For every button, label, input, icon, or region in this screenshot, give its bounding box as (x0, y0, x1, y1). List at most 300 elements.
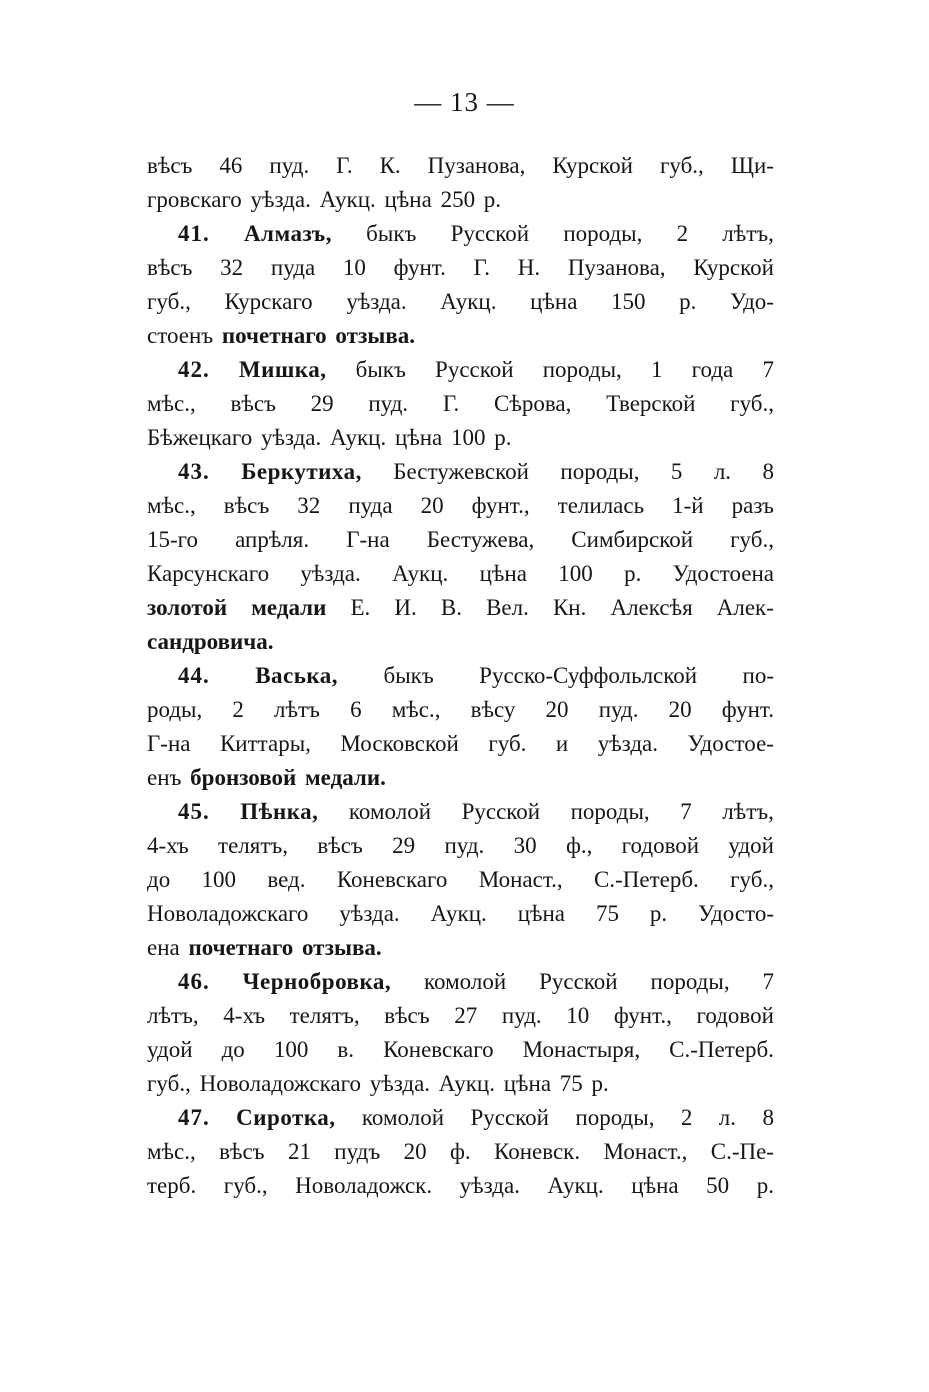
word (546, 693, 569, 727)
word (223, 999, 265, 1033)
word-text: 30 (513, 833, 537, 858)
word (380, 149, 401, 183)
word (404, 1135, 427, 1169)
word-text: 150 (611, 289, 646, 314)
word-text: 15-го (147, 527, 199, 552)
entry-number: 45. (178, 799, 210, 824)
word (494, 1135, 580, 1169)
word (470, 1101, 549, 1135)
word (334, 1135, 380, 1169)
word (732, 489, 774, 523)
word (480, 557, 527, 591)
word (343, 251, 366, 285)
word-text: 21 (287, 1139, 311, 1164)
text-line (147, 795, 774, 829)
word (219, 149, 242, 183)
word (523, 1033, 640, 1067)
word (439, 1067, 495, 1101)
word (274, 693, 320, 727)
word (552, 149, 633, 183)
word-text: 7 (762, 969, 774, 994)
word (560, 1067, 583, 1101)
word (681, 1101, 693, 1135)
word (288, 1135, 311, 1169)
text-line (147, 285, 774, 319)
word (479, 863, 563, 897)
word-text: 75 (595, 901, 619, 926)
word-text: губ., (223, 1173, 268, 1198)
animal-name: Беркутиха, (241, 459, 362, 484)
text-line (147, 931, 774, 965)
word-text: енъ (147, 765, 182, 790)
word-text: Г-на (147, 731, 191, 756)
word (571, 795, 650, 829)
word (730, 523, 774, 557)
word (147, 421, 252, 455)
word-text: 100 (273, 1037, 309, 1062)
word (188, 931, 293, 965)
word-text: 7 (762, 357, 774, 382)
word-text: в. (337, 1037, 355, 1062)
word-text: р. (494, 425, 512, 450)
word (236, 1101, 335, 1135)
word-text: губ., (659, 153, 704, 178)
word (349, 795, 431, 829)
word (763, 455, 775, 489)
word-text: по- (742, 663, 774, 688)
text-line (147, 693, 774, 727)
word (435, 353, 514, 387)
word-text: вед. (267, 867, 306, 892)
word (370, 1067, 430, 1101)
word-text: 50 (706, 1173, 730, 1198)
word-text: губ., (730, 867, 774, 892)
word-text: лѣтъ, (722, 221, 774, 246)
word (220, 727, 311, 761)
award-text: отзыва. (301, 935, 382, 960)
word-text: 29 (392, 833, 416, 858)
word-text: уѣзда. (300, 561, 361, 586)
word-text: телятъ, (289, 1003, 360, 1028)
text-line (147, 1067, 774, 1101)
word (147, 1135, 196, 1169)
entry-number: 47. (178, 1105, 210, 1130)
word-text: Новоладожскаго (147, 901, 309, 926)
word (178, 965, 210, 999)
word-text: мѣс., (147, 391, 196, 416)
text-line (147, 421, 774, 455)
word-text: удой (728, 833, 774, 858)
word-text: лѣтъ, (722, 799, 774, 824)
word-text: Аукц. (438, 1071, 495, 1096)
award-text: золотой (147, 595, 228, 620)
word-text: С.-Пе- (710, 1139, 774, 1164)
word-text: губ., (730, 391, 774, 416)
word (384, 659, 434, 693)
award-text: почетнаго (221, 323, 327, 348)
word-text: Тверской (606, 391, 696, 416)
award-text: отзыва. (335, 323, 416, 348)
word-text: пуд. (269, 153, 310, 178)
word-text: Русской (435, 357, 514, 382)
word (471, 693, 516, 727)
word (722, 217, 774, 251)
word (147, 251, 192, 285)
word-text: телилась (557, 493, 645, 518)
word (460, 1169, 520, 1203)
word (518, 897, 565, 931)
word (428, 149, 526, 183)
word (603, 1135, 687, 1169)
word-text: породы, (542, 357, 622, 382)
word-text: С.-Петерб. (669, 1037, 774, 1062)
animal-name: Пѣнка, (240, 799, 319, 824)
word-text: разъ (731, 493, 774, 518)
word-text: до (221, 1037, 245, 1062)
word (230, 387, 275, 421)
word (147, 625, 274, 659)
word (383, 1033, 494, 1067)
word-text: уѣзда. (339, 901, 400, 926)
word-text: комолой (348, 799, 432, 824)
word (424, 965, 506, 999)
word-text: Е. (350, 595, 371, 620)
word-text: фунт., (471, 493, 530, 518)
word (441, 183, 476, 217)
word (563, 217, 642, 251)
word (235, 523, 309, 557)
word (350, 591, 370, 625)
word (394, 251, 446, 285)
word-text: 4-хъ (223, 1003, 265, 1028)
word-text: уѣзда. (260, 425, 322, 450)
word (698, 897, 774, 931)
word-text: пуд. (501, 1003, 542, 1028)
word-text: 2 (676, 221, 689, 246)
word (337, 1033, 354, 1067)
word (190, 761, 296, 795)
word (762, 1101, 774, 1135)
word-text: цѣна (394, 425, 443, 450)
word-text: до (147, 867, 171, 892)
word-text: Аукц. (319, 187, 376, 212)
word-text: И. (394, 595, 417, 620)
word-text: губ., (147, 1071, 191, 1096)
word-text: Русско-Суффольлской (479, 663, 698, 688)
word-text: Аукц. (330, 425, 387, 450)
word (393, 455, 529, 489)
word (571, 523, 693, 557)
word-text: 250 (440, 187, 476, 212)
word-text: Русской (539, 969, 618, 994)
word-text: л. (713, 459, 732, 484)
word-text: 32 (220, 255, 244, 280)
word (147, 727, 190, 761)
word (394, 591, 416, 625)
word (147, 693, 202, 727)
word-text: Удо- (730, 289, 774, 314)
word (421, 489, 444, 523)
word (297, 489, 320, 523)
word (677, 217, 689, 251)
word (518, 251, 540, 285)
word (722, 795, 774, 829)
word (261, 421, 321, 455)
text-line (147, 217, 774, 251)
word (530, 285, 577, 319)
entry-number: 41. (178, 221, 210, 246)
entry-number: 44. (178, 663, 210, 688)
text-line (147, 659, 774, 693)
word (451, 217, 530, 251)
word (346, 523, 389, 557)
word (178, 217, 210, 251)
word-text: пуд. (598, 697, 639, 722)
word (395, 421, 442, 455)
word (178, 455, 210, 489)
word (274, 1033, 309, 1067)
word (566, 829, 592, 863)
text-line (147, 183, 774, 217)
entry-number: 42. (178, 357, 210, 382)
word-text: породы, (575, 1105, 655, 1130)
word-text: фунт., (613, 1003, 672, 1028)
word-text: ф., (565, 833, 593, 858)
word-text: 75 (559, 1071, 583, 1096)
word-text: пуд. (444, 833, 485, 858)
word-text: уѣзда. (597, 731, 659, 756)
animal-name: Чернобровка, (242, 969, 392, 994)
word-text: пудъ (334, 1139, 381, 1164)
entry-number: 43. (178, 459, 210, 484)
word-text: Новоладожскаго (199, 1071, 361, 1096)
word (384, 999, 429, 1033)
text-line (147, 455, 774, 489)
text-line (147, 761, 774, 795)
word (251, 591, 326, 625)
word (224, 285, 312, 319)
word (763, 965, 775, 999)
word (218, 829, 288, 863)
entry-number: 46. (178, 969, 210, 994)
word (454, 999, 477, 1033)
word-text: 2 (232, 697, 244, 722)
word (427, 523, 534, 557)
word (730, 285, 774, 319)
animal-name: Мишка, (238, 357, 327, 382)
word-text: 2 (680, 1105, 693, 1130)
word (651, 353, 663, 387)
word-text: Кн. (552, 595, 587, 620)
word (147, 285, 191, 319)
word (711, 1135, 774, 1169)
word (202, 863, 237, 897)
word-text: 10 (566, 1003, 590, 1028)
word (255, 659, 338, 693)
word-text: 20 (668, 697, 692, 722)
word (241, 455, 362, 489)
word-text: Курской (552, 153, 633, 178)
text-line (147, 965, 774, 999)
word (178, 1101, 210, 1135)
word (147, 149, 192, 183)
word-text: С.-Петерб. (594, 867, 699, 892)
word (598, 727, 658, 761)
word (147, 1067, 191, 1101)
word (558, 557, 593, 591)
word (222, 319, 327, 353)
award-text: медали. (305, 765, 386, 790)
word (224, 1169, 268, 1203)
word-text: пуда (270, 255, 316, 280)
text-line (147, 625, 774, 659)
word-text: уѣзда. (459, 1173, 520, 1198)
word-text: Вел. (486, 595, 529, 620)
word (336, 149, 352, 183)
word (484, 183, 501, 217)
word-text: вѣсъ (219, 1139, 265, 1164)
word-text: мѣс., (147, 1139, 196, 1164)
word (147, 319, 213, 353)
word-text: Пузанова, (427, 153, 526, 178)
word-text: Аукц. (440, 289, 497, 314)
word-text: р. (756, 1173, 774, 1198)
word-text: Бѣжецкаго (147, 425, 253, 450)
word (440, 285, 496, 319)
word-text: апрѣля. (235, 527, 310, 552)
word (494, 421, 511, 455)
word-text: Алек- (716, 595, 774, 620)
word (560, 455, 639, 489)
word (451, 421, 486, 455)
animal-name: Алмазъ, (243, 221, 332, 246)
text-line (147, 489, 774, 523)
word (757, 1169, 774, 1203)
text-line (147, 319, 774, 353)
word-text: 1 (650, 357, 663, 382)
word-text: цѣна (631, 1173, 679, 1198)
word-text: вѣсъ (223, 493, 270, 518)
word (147, 829, 189, 863)
word (556, 727, 568, 761)
word-text: Монаст., (603, 1139, 688, 1164)
word-text: Г. (442, 391, 460, 416)
word-text: ена (147, 935, 180, 960)
word (350, 693, 362, 727)
word (575, 1101, 654, 1135)
word (385, 183, 432, 217)
word-text: уѣзда. (250, 187, 311, 212)
word-text: 29 (310, 391, 334, 416)
word-text: 100 (558, 561, 593, 586)
word (717, 591, 774, 625)
word (244, 217, 332, 251)
word (692, 353, 734, 387)
word-text: р. (591, 1071, 609, 1096)
word-text: 20 (545, 697, 569, 722)
animal-name: Сиротка, (236, 1105, 336, 1130)
word (368, 387, 408, 421)
word-text: вѣсъ (317, 833, 363, 858)
word (362, 1101, 444, 1135)
word-text: быкъ (366, 221, 417, 246)
text-line (147, 353, 774, 387)
word (486, 591, 529, 625)
word (251, 183, 311, 217)
word (348, 489, 392, 523)
text-line (147, 1101, 774, 1135)
word-text: Новоладожск. (295, 1173, 433, 1198)
text-line (147, 863, 774, 897)
word (488, 727, 526, 761)
word-text: быкъ (355, 357, 406, 382)
word (441, 591, 462, 625)
text-line (147, 829, 774, 863)
word (200, 1067, 361, 1101)
word-text: Русской (470, 1105, 549, 1130)
word-text: телятъ, (218, 833, 289, 858)
word (147, 183, 242, 217)
word (147, 489, 196, 523)
word-text: и (555, 731, 569, 756)
word (731, 149, 774, 183)
word-text: Н. (517, 255, 541, 280)
word (339, 897, 399, 931)
word (147, 1169, 196, 1203)
word (147, 931, 180, 965)
word (539, 965, 618, 999)
word-text: Русской (450, 221, 530, 246)
word-text: породы, (560, 459, 640, 484)
award-text: медали (251, 595, 327, 620)
word-text: лѣтъ (274, 697, 320, 722)
word (696, 999, 773, 1033)
word (553, 591, 586, 625)
word (743, 659, 774, 693)
word (219, 1135, 264, 1169)
word-text: Симбирской (571, 527, 694, 552)
word-text: губ. (488, 731, 527, 756)
word (624, 557, 641, 591)
word-text: стоенъ (147, 323, 214, 348)
word (178, 659, 210, 693)
word (147, 897, 308, 931)
word (300, 557, 360, 591)
word (267, 863, 305, 897)
word (337, 863, 448, 897)
word-text: 46 (219, 153, 243, 178)
word-text: цѣна (479, 561, 527, 586)
word (302, 931, 382, 965)
text-line (147, 557, 774, 591)
word-text: Щи- (730, 153, 774, 178)
word-text: 6 (350, 697, 362, 722)
word-text: 5 (670, 459, 683, 484)
word (606, 387, 695, 421)
animal-name: Васька, (255, 663, 339, 688)
word-text: Сѣрова, (494, 391, 572, 416)
word (679, 285, 696, 319)
word-text: Аукц. (430, 901, 487, 926)
word-text: породы, (563, 221, 643, 246)
word (558, 489, 644, 523)
word-text: Аукц. (392, 561, 449, 586)
word-text: пуда (348, 493, 393, 518)
word-text: 100 (451, 425, 486, 450)
word (669, 693, 692, 727)
text-line (147, 251, 774, 285)
word (614, 999, 672, 1033)
